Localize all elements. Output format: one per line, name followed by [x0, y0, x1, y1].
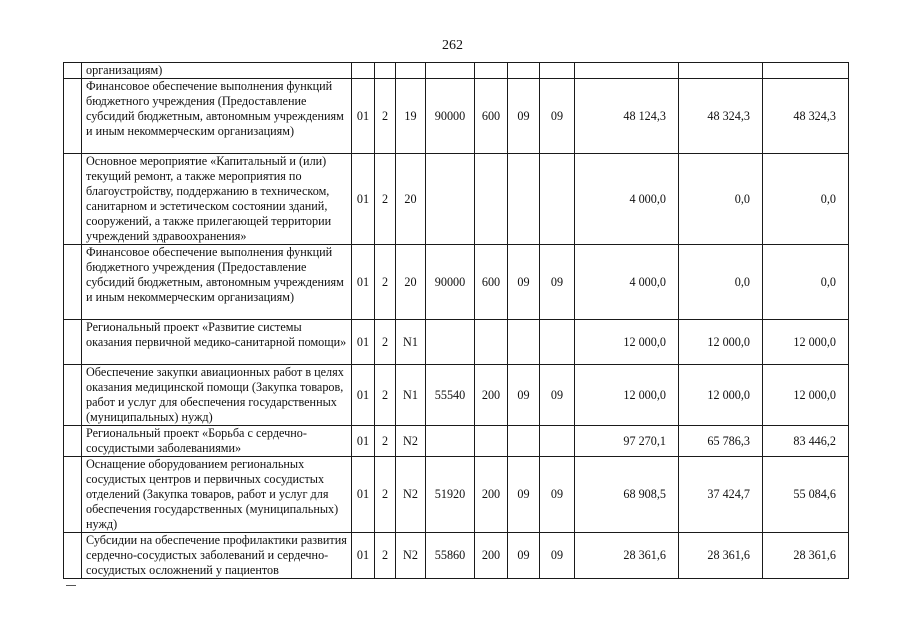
description-cell: Финансовое обеспечение выполнения функций бюджетного учреждения (Предоставление субсидий бюджетным, автономным учреждениям и иным некоммерческим организациям): [82, 245, 352, 320]
expense-type-cell: [475, 63, 508, 79]
amount-year-2-cell: 12 000,0: [679, 365, 763, 426]
amount-year-3-cell: 83 446,2: [763, 426, 849, 457]
amount-year-2-cell: 0,0: [679, 245, 763, 320]
amount-year-1-cell: 97 270,1: [575, 426, 679, 457]
table-row: [64, 365, 849, 426]
row-marker-cell: [64, 365, 82, 426]
direction-code-cell: [426, 63, 475, 79]
subsection-cell: [540, 63, 575, 79]
subsection-cell: 09: [540, 79, 575, 154]
direction-code-cell: [426, 426, 475, 457]
amount-year-3-cell: 12 000,0: [763, 320, 849, 365]
program-code-cell: 01: [352, 365, 375, 426]
program-code-cell: 01: [352, 245, 375, 320]
expense-type-cell: 600: [475, 79, 508, 154]
direction-code-cell: [426, 320, 475, 365]
amount-year-1-cell: 12 000,0: [575, 320, 679, 365]
event-code-cell: 20: [396, 245, 426, 320]
amount-year-3-cell: 0,0: [763, 245, 849, 320]
amount-year-1-cell: 68 908,5: [575, 457, 679, 533]
subsection-cell: 09: [540, 457, 575, 533]
direction-code-cell: 55540: [426, 365, 475, 426]
section-cell: [508, 426, 540, 457]
expense-type-cell: 200: [475, 365, 508, 426]
program-code-cell: [352, 63, 375, 79]
subsection-cell: [540, 320, 575, 365]
direction-code-cell: [426, 154, 475, 245]
description-cell: Субсидии на обеспечение профилактики развития сердечно-сосудистых заболеваний и сердечно-сосудистых осложнений у пациентов: [82, 533, 352, 579]
program-code-cell: 01: [352, 79, 375, 154]
table-row: [64, 457, 849, 533]
description-cell: организациям): [82, 63, 352, 79]
direction-code-cell: 55860: [426, 533, 475, 579]
section-cell: 09: [508, 533, 540, 579]
description-cell: Региональный проект «Борьба с сердечно-сосудистыми заболеваниями»: [82, 426, 352, 457]
expense-type-cell: 200: [475, 457, 508, 533]
expense-type-cell: 200: [475, 533, 508, 579]
row-marker-cell: [64, 79, 82, 154]
description-cell: Обеспечение закупки авиационных работ в целях оказания медицинской помощи (Закупка товаров, работ и услуг для обеспечения государственных (муниципальных) нужд): [82, 365, 352, 426]
row-marker-cell: [64, 245, 82, 320]
program-code-cell: 01: [352, 426, 375, 457]
table-row: [64, 245, 849, 320]
subprogram-code-cell: 2: [375, 457, 396, 533]
amount-year-3-cell: [763, 63, 849, 79]
event-code-cell: N2: [396, 457, 426, 533]
subsection-cell: [540, 154, 575, 245]
program-code-cell: 01: [352, 533, 375, 579]
table-row: [64, 63, 849, 79]
amount-year-3-cell: 12 000,0: [763, 365, 849, 426]
row-marker-cell: [64, 63, 82, 79]
amount-year-3-cell: 28 361,6: [763, 533, 849, 579]
section-cell: 09: [508, 245, 540, 320]
subprogram-code-cell: 2: [375, 320, 396, 365]
row-marker-cell: [64, 457, 82, 533]
description-cell: Основное мероприятие «Капитальный и (или) текущий ремонт, а также мероприятия по благоустройству, поддержанию в техническом, санитарном и эстетическом состоянии зданий, сооружений, а также прилегающей территории учреждений здравоохранения»: [82, 154, 352, 245]
subprogram-code-cell: 2: [375, 426, 396, 457]
section-cell: 09: [508, 457, 540, 533]
program-code-cell: 01: [352, 320, 375, 365]
event-code-cell: [396, 63, 426, 79]
row-marker-cell: [64, 533, 82, 579]
amount-year-3-cell: 55 084,6: [763, 457, 849, 533]
table-row: [64, 79, 849, 154]
subsection-cell: 09: [540, 365, 575, 426]
page-number: 262: [442, 38, 463, 53]
table-row: [64, 154, 849, 245]
expense-type-cell: [475, 154, 508, 245]
subsection-cell: 09: [540, 533, 575, 579]
description-cell: Оснащение оборудованием региональных сосудистых центров и первичных сосудистых отделений (Закупка товаров, работ и услуг для обеспечения государственных (муниципальных) нужд): [82, 457, 352, 533]
amount-year-2-cell: 37 424,7: [679, 457, 763, 533]
direction-code-cell: 90000: [426, 245, 475, 320]
direction-code-cell: 90000: [426, 79, 475, 154]
subsection-cell: [540, 426, 575, 457]
subsection-cell: 09: [540, 245, 575, 320]
direction-code-cell: 51920: [426, 457, 475, 533]
amount-year-2-cell: 65 786,3: [679, 426, 763, 457]
subprogram-code-cell: 2: [375, 365, 396, 426]
event-code-cell: N1: [396, 365, 426, 426]
amount-year-2-cell: 28 361,6: [679, 533, 763, 579]
program-code-cell: 01: [352, 154, 375, 245]
amount-year-1-cell: 4 000,0: [575, 154, 679, 245]
amount-year-1-cell: 48 124,3: [575, 79, 679, 154]
event-code-cell: N2: [396, 426, 426, 457]
amount-year-1-cell: 4 000,0: [575, 245, 679, 320]
subprogram-code-cell: 2: [375, 533, 396, 579]
amount-year-3-cell: 48 324,3: [763, 79, 849, 154]
amount-year-1-cell: [575, 63, 679, 79]
description-cell: Региональный проект «Развитие системы оказания первичной медико-санитарной помощи»: [82, 320, 352, 365]
event-code-cell: 19: [396, 79, 426, 154]
amount-year-2-cell: 12 000,0: [679, 320, 763, 365]
expense-type-cell: [475, 320, 508, 365]
scan-mark: [66, 585, 76, 586]
event-code-cell: 20: [396, 154, 426, 245]
row-marker-cell: [64, 320, 82, 365]
expense-type-cell: [475, 426, 508, 457]
row-marker-cell: [64, 154, 82, 245]
section-cell: 09: [508, 79, 540, 154]
expense-type-cell: 600: [475, 245, 508, 320]
table-row: [64, 320, 849, 365]
amount-year-3-cell: 0,0: [763, 154, 849, 245]
subprogram-code-cell: [375, 63, 396, 79]
section-cell: 09: [508, 365, 540, 426]
program-code-cell: 01: [352, 457, 375, 533]
section-cell: [508, 154, 540, 245]
section-cell: [508, 63, 540, 79]
table-row: [64, 426, 849, 457]
amount-year-2-cell: [679, 63, 763, 79]
amount-year-2-cell: 0,0: [679, 154, 763, 245]
event-code-cell: N2: [396, 533, 426, 579]
subprogram-code-cell: 2: [375, 154, 396, 245]
amount-year-2-cell: 48 324,3: [679, 79, 763, 154]
subprogram-code-cell: 2: [375, 79, 396, 154]
subprogram-code-cell: 2: [375, 245, 396, 320]
amount-year-1-cell: 28 361,6: [575, 533, 679, 579]
section-cell: [508, 320, 540, 365]
budget-table: [63, 62, 849, 579]
description-cell: Финансовое обеспечение выполнения функций бюджетного учреждения (Предоставление субсидий бюджетным, автономным учреждениям и иным некоммерческим организациям): [82, 79, 352, 154]
row-marker-cell: [64, 426, 82, 457]
event-code-cell: N1: [396, 320, 426, 365]
amount-year-1-cell: 12 000,0: [575, 365, 679, 426]
table-row: [64, 533, 849, 579]
